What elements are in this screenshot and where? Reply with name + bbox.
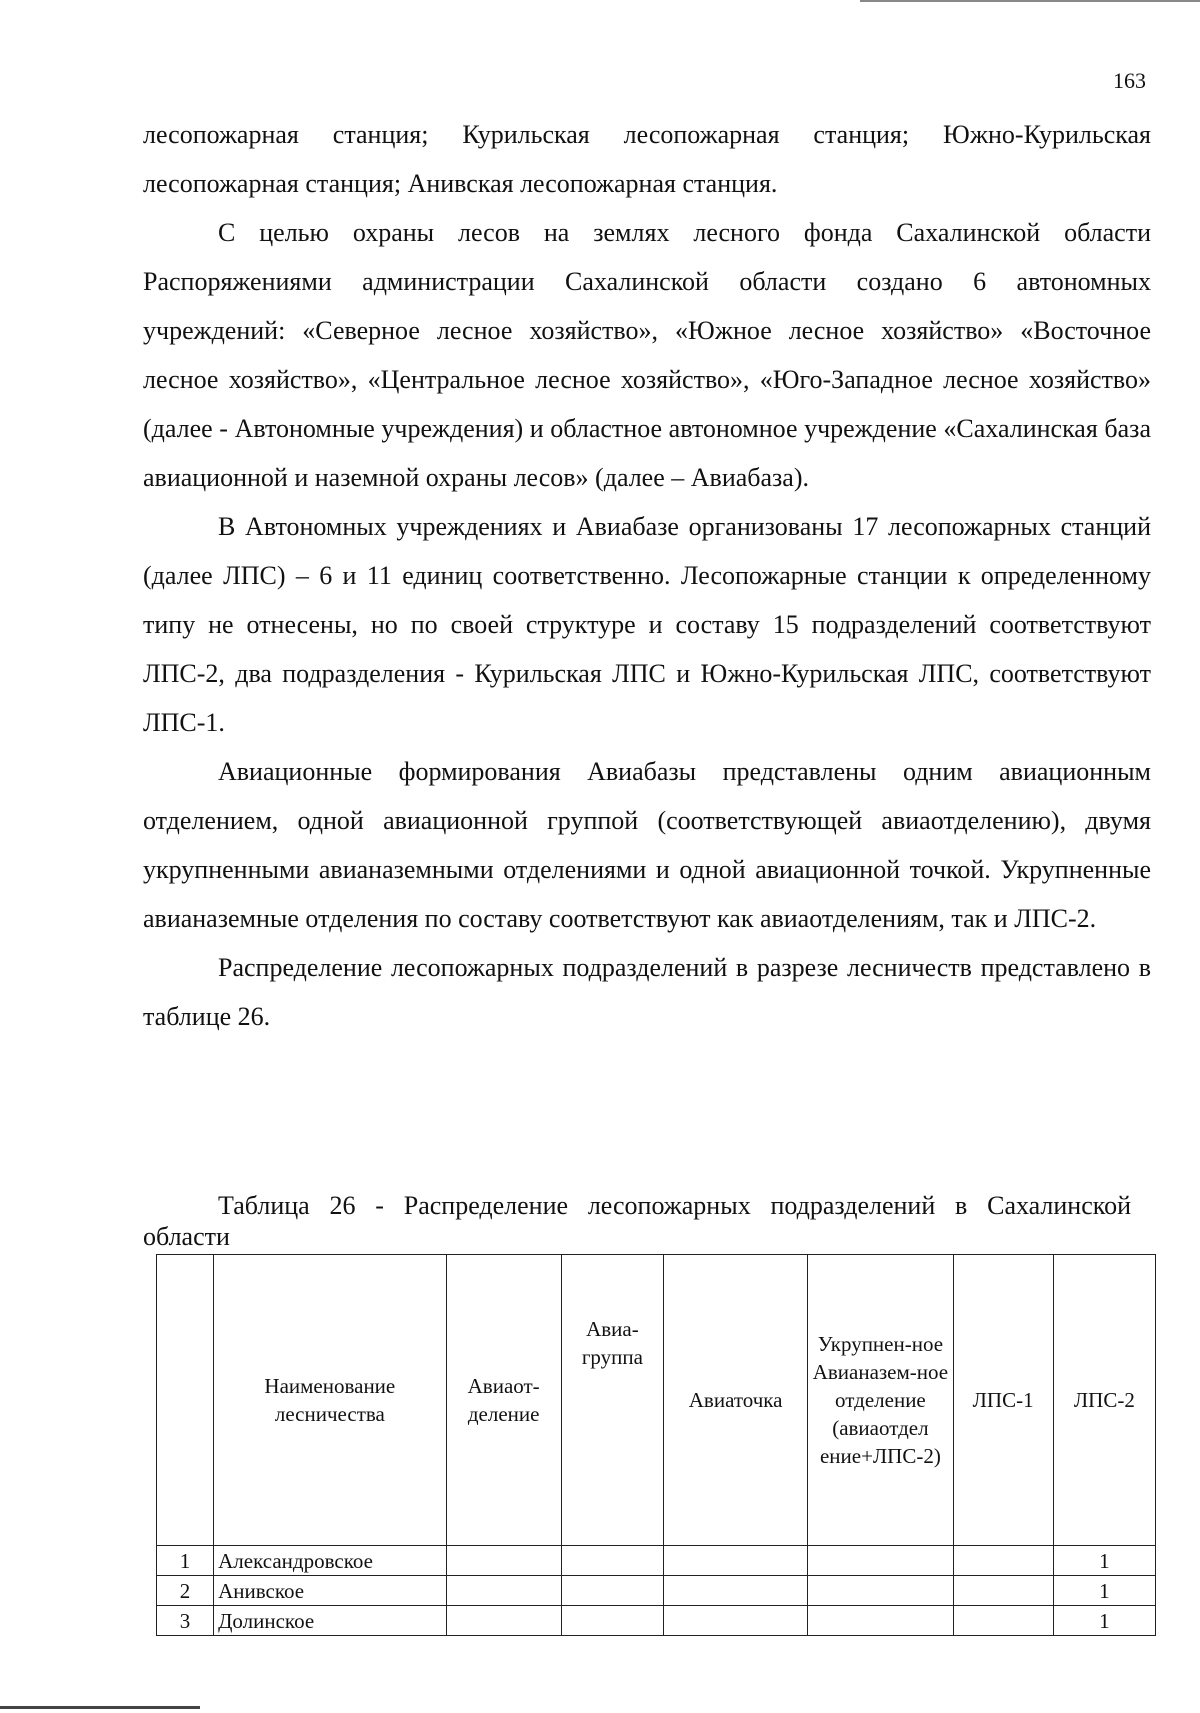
cell-air-group — [561, 1576, 663, 1606]
header-air-group: Авиа-группа — [561, 1255, 663, 1546]
cell-enlarged-unit — [808, 1546, 953, 1576]
cell-air-group — [561, 1606, 663, 1636]
cell-air-point — [663, 1606, 807, 1636]
cell-air-point — [663, 1576, 807, 1606]
cell-lps-1 — [953, 1546, 1053, 1576]
forestry-name: Долинское — [214, 1606, 446, 1636]
table-header-row — [157, 1255, 1156, 1546]
cell-lps-1 — [953, 1606, 1053, 1636]
cell-enlarged-unit — [808, 1576, 953, 1606]
paragraph-4: Авиационные формирования Авиабазы представлены одним авиационным отделением, одной авиационной группой (соответствующей авиаотделению), двумя укрупненными авианаземными отделениями и одной авиационной точкой. Укрупненные авианаземные отделения по составу соответствуют как авиаотделениям, так и ЛПС-2. — [143, 757, 1151, 933]
header-forestry-name: Наименование лесничества — [214, 1255, 446, 1546]
cell-lps-1 — [953, 1576, 1053, 1606]
cell-air-point — [663, 1546, 807, 1576]
cell-lps-2: 1 — [1053, 1606, 1155, 1636]
paragraph-2: С целью охраны лесов на землях лесного фонда Сахалинской области Распоряжениями администрации Сахалинской области создано 6 автономных учреждений: «Северное лесное хозяйство», «Южное лесное хозяйство» «Восточное лесное хозяйство», «Центральное лесное хозяйство», «Юго-Западное лесное хозяйство» (далее - Автономные учреждения) и областное автономное учреждение «Сахалинская база авиационной и наземной охраны лесов» (далее – Авиабаза). — [143, 218, 1151, 492]
forestry-name: Анивское — [214, 1576, 446, 1606]
cell-lps-2: 1 — [1053, 1576, 1155, 1606]
table-row — [157, 1606, 1156, 1636]
cell-enlarged-unit — [808, 1606, 953, 1636]
header-enlarged-air-ground-unit: Укрупнен-ное Авианазем-ное отделение (авиаотдел ение+ЛПС-2) — [808, 1255, 953, 1546]
cell-air-unit — [446, 1606, 561, 1636]
header-number — [157, 1255, 214, 1546]
header-lps-1: ЛПС-1 — [953, 1255, 1053, 1546]
cell-air-unit — [446, 1546, 561, 1576]
paragraph-1: лесопожарная станция; Курильская лесопожарная станция; Южно-Курильская лесопожарная станция; Анивская лесопожарная станция. — [143, 120, 1151, 198]
page-number: 163 — [1113, 68, 1146, 93]
scan-edge-line — [0, 1706, 200, 1709]
cell-lps-2: 1 — [1053, 1546, 1155, 1576]
table-row — [157, 1546, 1156, 1576]
scan-edge-line — [860, 0, 1200, 2]
row-number: 3 — [157, 1606, 214, 1636]
table-caption: Таблица 26 - Распределение лесопожарных подразделений в Сахалинской области — [143, 1191, 1131, 1251]
header-lps-2: ЛПС-2 — [1053, 1255, 1155, 1546]
body-text — [143, 110, 1151, 1041]
row-number: 1 — [157, 1546, 214, 1576]
cell-air-unit — [446, 1576, 561, 1606]
paragraph-3: В Автономных учреждениях и Авиабазе организованы 17 лесопожарных станций (далее ЛПС) – 6 и 11 единиц соответственно. Лесопожарные станции к определенному типу не отнесены, но по своей структуре и составу 15 подразделений соответствуют ЛПС-2, два подразделения - Курильская ЛПС и Южно-Курильская ЛПС, соответствуют ЛПС-1. — [143, 512, 1151, 737]
cell-air-group — [561, 1546, 663, 1576]
header-air-unit: Авиаот-деление — [446, 1255, 561, 1546]
lps-distribution-table — [156, 1254, 1156, 1636]
row-number: 2 — [157, 1576, 214, 1606]
table-row — [157, 1576, 1156, 1606]
forestry-name: Александровское — [214, 1546, 446, 1576]
header-air-point: Авиаточка — [663, 1255, 807, 1546]
paragraph-5: Распределение лесопожарных подразделений в разрезе лесничеств представлено в таблице 26. — [143, 953, 1151, 1031]
